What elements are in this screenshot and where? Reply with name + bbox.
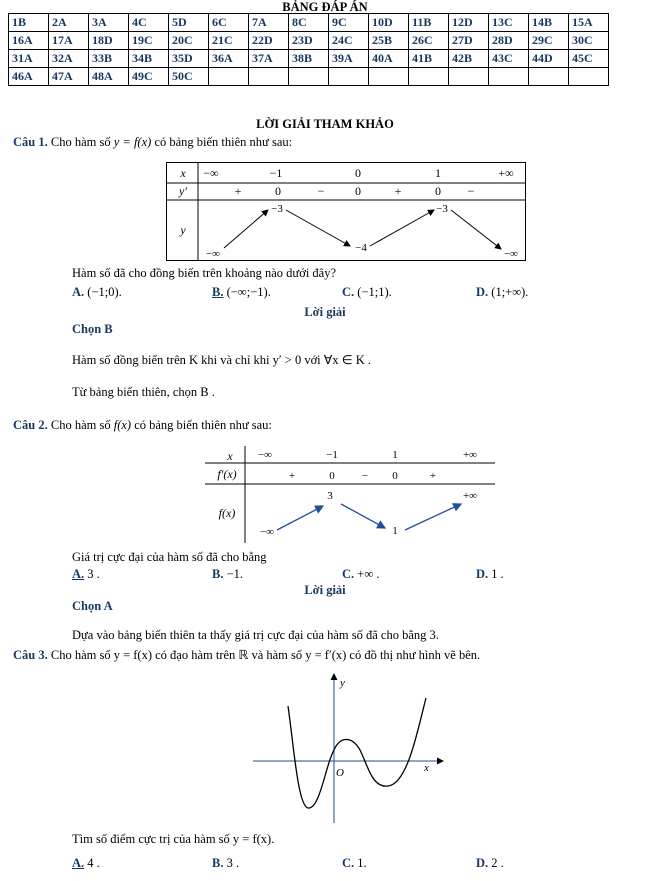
q1-y-val: −∞	[205, 248, 221, 260]
answer-cell: 10D	[369, 14, 409, 32]
q2-x-val: −∞	[257, 449, 273, 461]
q2-x-val: +∞	[462, 449, 478, 461]
answer-cell: 1B	[9, 14, 49, 32]
answer-cell	[329, 68, 369, 86]
answer-cell	[569, 68, 609, 86]
q2-arrow	[405, 504, 461, 530]
answer-cell: 18D	[89, 32, 129, 50]
q1-sign: +	[234, 184, 242, 198]
q2-sign: −	[361, 470, 369, 482]
q3-label: Câu 3.	[13, 648, 48, 662]
q1-stem-b: có bảng biến thiên như sau:	[154, 135, 293, 149]
q1-sign: −	[317, 184, 325, 198]
answer-cell: 28D	[489, 32, 529, 50]
answer-cell: 11B	[409, 14, 449, 32]
q3-option-c[interactable]: C. 1.	[342, 856, 367, 870]
q2-option-b[interactable]: B. −1.	[212, 567, 244, 581]
q2-x-val: −1	[326, 449, 338, 461]
q2-sign: 0	[329, 470, 335, 482]
q2-x-val: 1	[392, 449, 398, 461]
answer-cell: 13C	[489, 14, 529, 32]
answer-cell	[409, 68, 449, 86]
q1-option-a[interactable]: A. (−1;0).	[72, 285, 122, 299]
answer-cell: 41B	[409, 50, 449, 68]
answer-cell: 26C	[409, 32, 449, 50]
answer-cell: 32A	[49, 50, 89, 68]
answer-cell: 43C	[489, 50, 529, 68]
q2-label: Câu 2.	[13, 418, 48, 432]
answer-cell: 5D	[169, 14, 209, 32]
answer-cell: 29C	[529, 32, 569, 50]
answer-cell: 14B	[529, 14, 569, 32]
answer-cell: 30C	[569, 32, 609, 50]
q1-arrow	[370, 210, 434, 246]
reference-title: LỜI GIẢI THAM KHẢO	[256, 117, 394, 131]
q3-x-label: x	[424, 762, 429, 774]
answer-cell: 33B	[89, 50, 129, 68]
q1-sol-line1: Hàm số đồng biến trên K khi và chỉ khi y′ > 0 với ∀x ∈ K .	[72, 353, 371, 367]
answer-cell: 4C	[129, 14, 169, 32]
answer-cell	[489, 68, 529, 86]
q1-sign: +	[394, 184, 402, 198]
q1-question: Hàm số đã cho đồng biến trên khoảng nào dưới đây?	[72, 266, 337, 280]
q1-label: Câu 1.	[13, 135, 48, 149]
q3-origin: O	[336, 767, 344, 779]
answer-cell: 36A	[209, 50, 249, 68]
q1-y-val: −4	[355, 242, 367, 254]
answer-cell: 20C	[169, 32, 209, 50]
answer-row	[9, 14, 609, 32]
q1-sign: 0	[275, 184, 281, 198]
q2-option-d[interactable]: D. 1 .	[476, 567, 504, 581]
answer-cell: 35D	[169, 50, 209, 68]
q1-x-val: −1	[269, 166, 283, 180]
answer-cell: 15A	[569, 14, 609, 32]
q2-f-val: −∞	[259, 526, 275, 538]
q1-x-val: −∞	[203, 166, 219, 180]
q2-stem-a: Cho hàm số	[50, 418, 111, 432]
answer-cell: 7A	[249, 14, 289, 32]
answer-cell: 12D	[449, 14, 489, 32]
answer-cell: 3A	[89, 14, 129, 32]
q3-stem-line	[13, 647, 480, 663]
q1-yp-label: y′	[179, 184, 187, 198]
answer-cell: 6C	[209, 14, 249, 32]
q2-option-a[interactable]: A. 3 .	[72, 567, 100, 581]
answer-cell: 8C	[289, 14, 329, 32]
q2-stem	[13, 418, 272, 433]
q2-solution-label: Lời giải	[304, 583, 346, 597]
q2-sol-line1: Dựa vào bảng biến thiên ta thấy giá trị cực đại của hàm số đã cho bằng 3.	[72, 628, 439, 642]
answer-title: BẢNG ĐÁP ÁN	[282, 0, 368, 14]
q1-choice: Chọn B	[72, 322, 113, 336]
answer-cell: 37A	[249, 50, 289, 68]
q1-sol-line2: Từ bảng biến thiên, chọn B .	[72, 385, 215, 399]
answer-cell: 50C	[169, 68, 209, 86]
answer-cell	[289, 68, 329, 86]
q1-stem-a: Cho hàm số	[50, 135, 111, 149]
q1-option-c[interactable]: C. (−1;1).	[342, 285, 392, 299]
q1-stem	[13, 135, 292, 150]
q2-sign: +	[429, 470, 437, 482]
answer-cell: 31A	[9, 50, 49, 68]
q2-sign: 0	[392, 470, 398, 482]
q2-f-val: 3	[327, 490, 333, 502]
answer-row	[9, 50, 609, 68]
q1-option-d[interactable]: D. (1;+∞).	[476, 285, 529, 299]
answer-cell: 44D	[529, 50, 569, 68]
q2-fp-label: f′(x)	[217, 467, 237, 481]
q2-f-label: f(x)	[218, 506, 236, 520]
q1-variation-table	[166, 162, 526, 262]
answer-cell: 27D	[449, 32, 489, 50]
answer-table	[8, 13, 609, 86]
answer-cell: 17A	[49, 32, 89, 50]
q3-question: Tìm số điểm cực trị của hàm số y = f(x).	[72, 832, 275, 846]
answer-cell: 22D	[249, 32, 289, 50]
answer-cell	[209, 68, 249, 86]
answer-cell: 48A	[89, 68, 129, 86]
q2-arrow	[277, 506, 323, 530]
q1-sign: 0	[355, 184, 361, 198]
answer-cell: 34B	[129, 50, 169, 68]
answer-cell: 49C	[129, 68, 169, 86]
q1-arrow	[286, 210, 350, 246]
answer-cell: 47A	[49, 68, 89, 86]
answer-row	[9, 32, 609, 50]
answer-cell: 23D	[289, 32, 329, 50]
q1-y-val: −3	[271, 203, 283, 215]
q3-derivative-graph	[248, 668, 448, 828]
q2-arrow	[341, 504, 385, 528]
q1-sign: 0	[435, 184, 441, 198]
q2-option-c[interactable]: C. +∞ .	[342, 567, 380, 581]
answer-cell	[529, 68, 569, 86]
q1-arrow	[224, 210, 268, 248]
q3-y-label: y	[340, 677, 345, 689]
q2-f-val: +∞	[462, 490, 478, 502]
q2-choice: Chọn A	[72, 599, 113, 613]
q1-x-val: 0	[355, 166, 361, 180]
q2-question: Giá trị cực đại của hàm số đã cho bằng	[72, 550, 267, 564]
answer-cell	[369, 68, 409, 86]
q1-x-val: +∞	[498, 166, 514, 180]
q1-x-label: x	[180, 166, 186, 180]
q3-curve	[288, 698, 426, 808]
q2-f-val: 1	[392, 525, 398, 537]
answer-cell: 39A	[329, 50, 369, 68]
answer-cell: 21C	[209, 32, 249, 50]
q1-x-val: 1	[435, 166, 441, 180]
q1-func: y = f(x)	[113, 135, 152, 149]
answer-cell: 9C	[329, 14, 369, 32]
answer-cell: 40A	[369, 50, 409, 68]
q2-stem-b: có bảng biến thiên như sau:	[134, 418, 272, 432]
q2-func: f(x)	[113, 418, 132, 432]
q1-sign: −	[467, 184, 475, 198]
answer-cell: 38B	[289, 50, 329, 68]
q2-variation-table	[205, 446, 495, 543]
answer-cell: 46A	[9, 68, 49, 86]
answer-cell: 42B	[449, 50, 489, 68]
q3-stem: Cho hàm số y = f(x) có đạo hàm trên ℝ và hàm số y = f′(x) có đồ thị như hình vẽ bên.	[50, 648, 481, 662]
q3-option-b[interactable]: B. 3 .	[212, 856, 240, 870]
q1-y-label: y	[180, 223, 186, 237]
answer-cell: 24C	[329, 32, 369, 50]
q1-arrow	[451, 210, 501, 249]
q2-sign: +	[288, 470, 296, 482]
q1-y-val: −3	[436, 203, 448, 215]
answer-row	[9, 68, 609, 86]
answer-cell	[449, 68, 489, 86]
answer-cell: 45C	[569, 50, 609, 68]
q3-option-a[interactable]: A. 4 .	[72, 856, 100, 870]
answer-cell: 19C	[129, 32, 169, 50]
answer-cell: 2A	[49, 14, 89, 32]
q1-solution-label: Lời giải	[304, 305, 346, 319]
answer-cell: 16A	[9, 32, 49, 50]
answer-cell: 25B	[369, 32, 409, 50]
q2-x-label: x	[227, 449, 233, 463]
q3-option-d[interactable]: D. 2 .	[476, 856, 504, 870]
answer-cell	[249, 68, 289, 86]
q1-option-b[interactable]: B. (−∞;−1).	[212, 285, 271, 299]
q1-y-val: −∞	[503, 248, 519, 260]
